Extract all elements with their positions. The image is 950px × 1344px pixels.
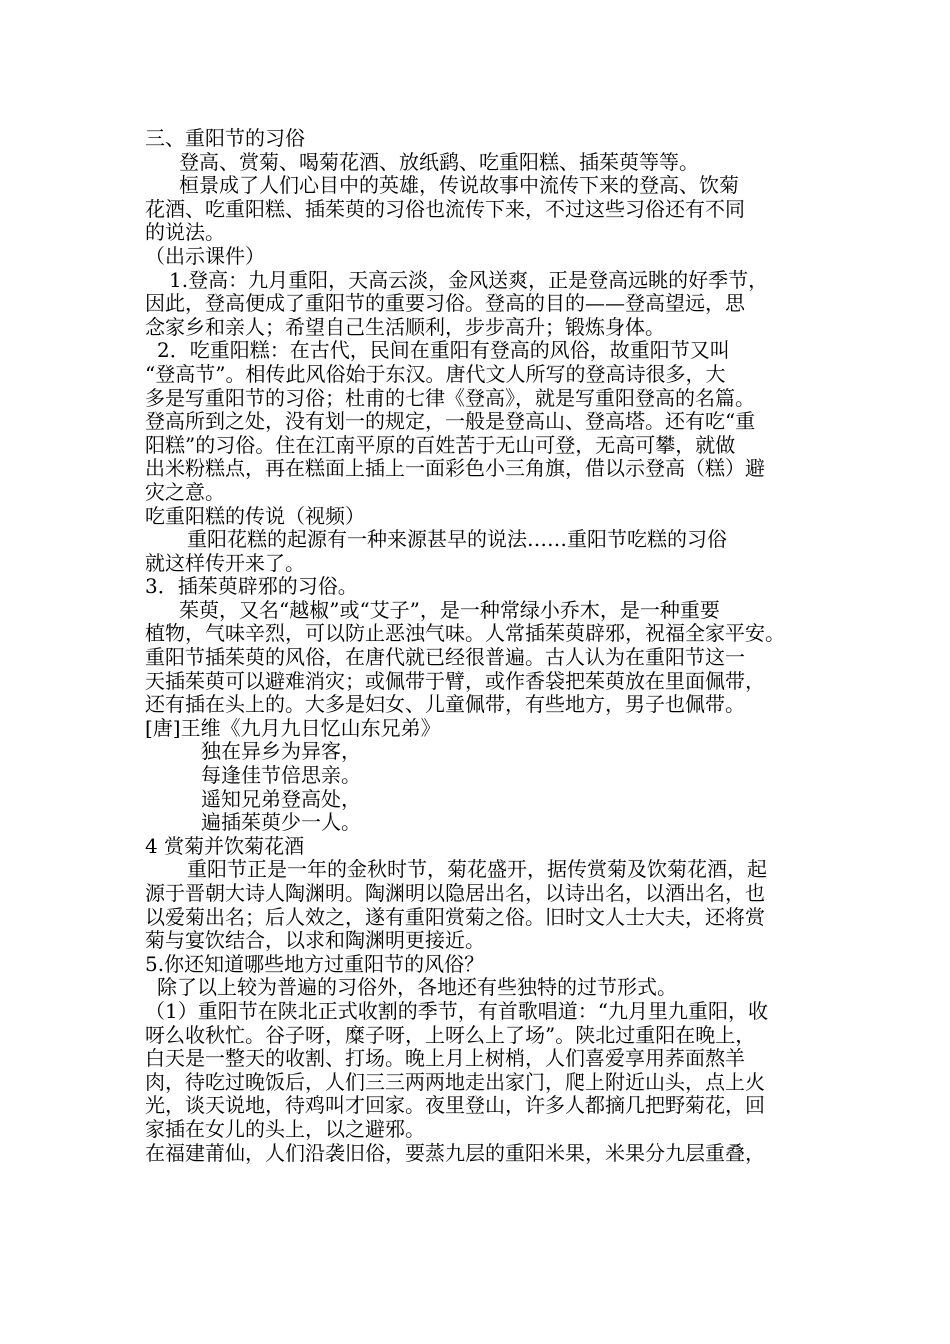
- paragraph-line: 就这样传开来了。: [145, 550, 305, 575]
- customs-list: 登高、赏菊、喝菊花酒、放纸鹞、吃重阳糕、插茱萸等等。: [179, 149, 699, 174]
- item-1-heading: 1.登高：九月重阳，天高云淡，金风送爽，正是登高远眺的好季节，: [169, 267, 769, 292]
- poem-title: [唐]王维《九月九日忆山东兄弟》: [145, 715, 441, 740]
- video-note: 吃重阳糕的传说（视频）: [145, 503, 365, 528]
- paragraph-line: 念家乡和亲人；希望自己生活顺利，步步高升；锻炼身体。: [145, 314, 665, 339]
- paragraph-line: 多是写重阳节的习俗；杜甫的七律《登高》，就是写重阳登高的名篇。: [145, 385, 755, 410]
- paragraph-line: 重阳节正是一年的金秋时节，菊花盛开，据传赏菊及饮菊花酒，起: [187, 857, 767, 882]
- paragraph-line: 家插在女儿的头上，以之避邪。: [145, 1116, 425, 1141]
- poem-line: 遍插茱萸少一人。: [201, 810, 361, 835]
- item-2-heading: 2．吃重阳糕：在古代，民间在重阳有登高的风俗，故重阳节又叫: [157, 338, 730, 363]
- item-5-heading: 5.你还知道哪些地方过重阳节的风俗？: [145, 951, 485, 976]
- paragraph-line: 花酒、吃重阳糕、插茱萸的习俗也流传下来，不过这些习俗还有不同: [145, 196, 745, 221]
- paragraph-line: （1）重阳节在陕北正式收割的季节，有首歌唱道：“九月里九重阳，收: [145, 998, 768, 1023]
- paragraph-line: “登高节”。相传此风俗始于东汉。唐代文人所写的登高诗很多，大: [145, 361, 726, 386]
- paragraph-line: 重阳节插茱萸的风俗，在唐代就已经很普遍。古人认为在重阳节这一: [145, 645, 745, 670]
- paragraph-line: 重阳花糕的起源有一种来源甚早的说法……重阳节吃糕的习俗: [187, 527, 727, 552]
- paragraph-line: 呀么收秋忙。谷子呀，糜子呀，上呀么上了场”。陕北过重阳在晚上，: [145, 1022, 756, 1047]
- section-heading: 三、重阳节的习俗: [145, 126, 305, 150]
- poem-line: 遥知兄弟登高处，: [201, 786, 361, 811]
- courseware-note: （出示课件）: [145, 243, 265, 268]
- poem-line: 独在异乡为异客，: [201, 739, 361, 764]
- paragraph-line: 因此，登高便成了重阳节的重要习俗。登高的目的——登高望远，思: [145, 291, 745, 316]
- paragraph-line: 桓景成了人们心目中的英雄，传说故事中流传下来的登高、饮菊: [179, 173, 739, 198]
- paragraph-line: 菊与宴饮结合，以求和陶渊明更接近。: [145, 928, 485, 953]
- paragraph-line: 光，谈天说地，待鸡叫才回家。夜里登山，许多人都摘几把野菊花，回: [145, 1093, 765, 1118]
- paragraph-line: 源于晋朝大诗人陶渊明。陶渊明以隐居出名，以诗出名，以酒出名，也: [145, 881, 765, 905]
- paragraph-line: 茱萸，又名“越椒”或“艾子”，是一种常绿小乔木，是一种重要: [179, 597, 720, 622]
- poem-line: 每逢佳节倍思亲。: [201, 763, 361, 788]
- item-4-heading: 4 赏菊并饮菊花酒: [145, 833, 305, 858]
- paragraph-line: 除了以上较为普遍的习俗外，各地还有些独特的过节形式。: [157, 975, 677, 1000]
- paragraph-line: 出米粉糕点，再在糕面上插上一面彩色小三角旗，借以示登高（糕）避: [145, 456, 765, 481]
- paragraph-line: 白天是一整天的收割、打场。晚上月上树梢，人们喜爱享用荞面熬羊: [145, 1046, 745, 1071]
- paragraph-line: 阳糕”的习俗。住在江南平原的百姓苦于无山可登，无高可攀，就做: [145, 432, 736, 457]
- paragraph-line: 灾之意。: [145, 479, 225, 504]
- paragraph-line: 以爱菊出名；后人效之，遂有重阳赏菊之俗。旧时文人士大夫，还将赏: [145, 904, 765, 929]
- paragraph-line: 还有插在头上的。大多是妇女、儿童佩带，有些地方，男子也佩带。: [145, 692, 745, 717]
- paragraph-line: 的说法。: [145, 220, 225, 245]
- paragraph-line: 肉，待吃过晚饭后，人们三三两两地走出家门，爬上附近山头，点上火: [145, 1069, 765, 1094]
- paragraph-line: 在福建莆仙，人们沿袭旧俗，要蒸九层的重阳米果，米果分九层重叠，: [145, 1140, 765, 1165]
- paragraph-line: 植物，气味辛烈，可以防止恶浊气味。人常插茱萸辟邪，祝福全家平安。: [145, 621, 785, 646]
- paragraph-line: 天插茱萸可以避难消灾；或佩带于臂，或作香袋把茱萸放在里面佩带，: [145, 668, 765, 693]
- item-3-heading: 3．插茱萸辟邪的习俗。: [145, 574, 358, 599]
- paragraph-line: 登高所到之处，没有划一的规定，一般是登高山、登高塔。还有吃“重: [145, 409, 756, 434]
- document-page: [145, 127, 813, 1165]
